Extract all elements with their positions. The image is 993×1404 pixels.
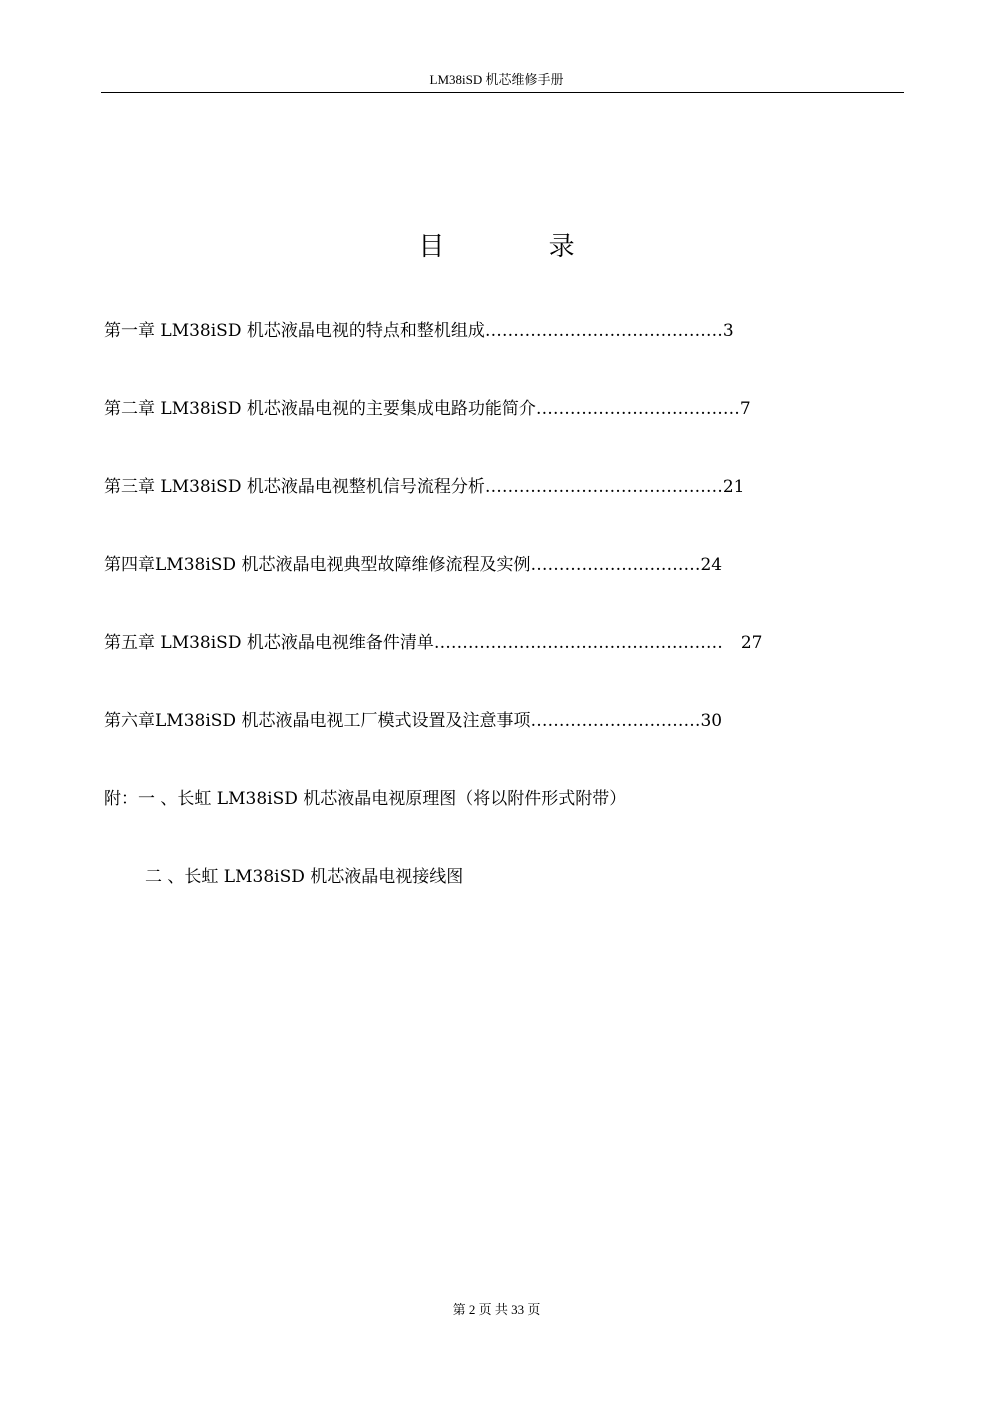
toc-leader-dots: ……………………………… — [535, 399, 740, 419]
toc-leader-dots: …………………………………………… — [433, 633, 723, 653]
toc-page-number: 3 — [722, 321, 734, 341]
toc-page-number: 27 — [740, 633, 763, 653]
header-divider — [101, 92, 904, 93]
toc-leader-dots: ………………………… — [530, 711, 701, 731]
toc-entry-label: 第五章 LM38iSD 机芯液晶电视维备件清单 — [104, 633, 434, 653]
toc-leader-dots: …………………………………… — [484, 477, 723, 497]
toc-entry-chapter-5[interactable] — [104, 631, 864, 655]
toc-leader-dots: ………………………… — [530, 555, 701, 575]
toc-page-number: 21 — [722, 477, 745, 497]
page-number-footer: 第 2 页 共 33 页 — [452, 1302, 541, 1317]
toc-entry-label: 第四章LM38iSD 机芯液晶电视典型故障维修流程及实例 — [104, 555, 531, 575]
toc-entry-chapter-2[interactable] — [104, 397, 864, 421]
appendix-item-2: 二 、长虹 LM38iSD 机芯液晶电视接线图 — [145, 867, 464, 887]
toc-entry-label: 第一章 LM38iSD 机芯液晶电视的特点和整机组成 — [104, 321, 485, 341]
page-header — [0, 72, 993, 88]
toc-page-number: 30 — [700, 711, 723, 731]
toc-entry-label: 第二章 LM38iSD 机芯液晶电视的主要集成电路功能简介 — [104, 399, 536, 419]
toc-title: 目 录 — [418, 232, 623, 262]
toc-entry-chapter-3[interactable] — [104, 475, 864, 499]
toc-entry-chapter-4[interactable] — [104, 553, 864, 577]
toc-page-number: 24 — [700, 555, 723, 575]
header-title: LM38iSD 机芯维修手册 — [429, 72, 564, 87]
page-footer — [0, 1302, 993, 1318]
toc-entry-label: 第三章 LM38iSD 机芯液晶电视整机信号流程分析 — [104, 477, 485, 497]
toc-entry-label: 第六章LM38iSD 机芯液晶电视工厂模式设置及注意事项 — [104, 711, 531, 731]
toc-page-number: 7 — [739, 399, 751, 419]
toc-entry-chapter-1[interactable] — [104, 319, 864, 343]
toc-leader-dots: …………………………………… — [484, 321, 723, 341]
appendix-item-1: 附：一 、长虹 LM38iSD 机芯液晶电视原理图（将以附件形式附带） — [104, 789, 627, 809]
toc-entry-chapter-6[interactable] — [104, 709, 864, 733]
